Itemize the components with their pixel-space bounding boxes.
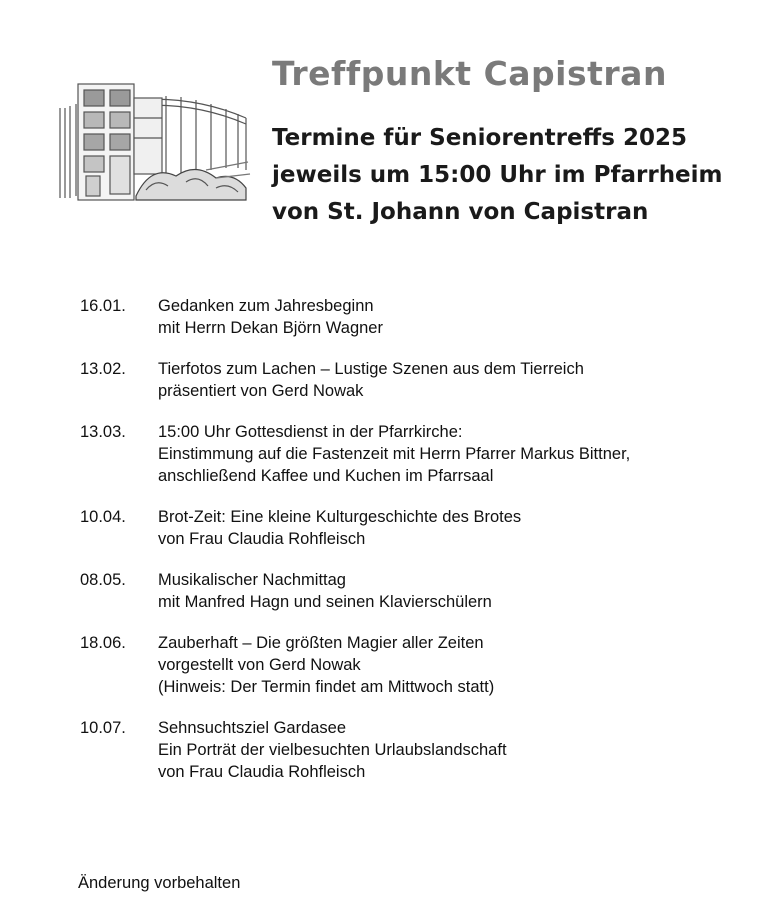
event-item [80,717,750,783]
subtitle [272,120,723,231]
event-item [80,632,750,698]
event-line: von Frau Claudia Rohfleisch [158,530,366,548]
event-line: Ein Porträt der vielbesuchten Urlaubslandschaft [158,741,507,759]
event-date: 08.05. [80,571,126,589]
subtitle-line: von St. Johann von Capistran [272,199,649,225]
subtitle-line: jeweils um 15:00 Uhr im Pfarrheim [272,162,723,188]
event-list [80,295,750,802]
church-drawing-icon [56,78,252,208]
event-line: (Hinweis: Der Termin findet am Mittwoch statt) [158,678,495,696]
event-item [80,358,750,402]
subtitle-line: Termine für Seniorentreffs 2025 [272,125,687,151]
event-date: 18.06. [80,634,126,652]
event-date: 16.01. [80,297,126,315]
event-line: Musikalischer Nachmittag [158,571,346,589]
event-line: Zauberhaft – Die größten Magier aller Zeiten [158,634,484,652]
event-line: Sehnsuchtsziel Gardasee [158,719,347,737]
event-line: Einstimmung auf die Fastenzeit mit Herrn Pfarrer Markus Bittner, [158,445,631,463]
event-line: vorgestellt von Gerd Nowak [158,656,361,674]
event-line: mit Herrn Dekan Björn Wagner [158,319,383,337]
event-line: Brot-Zeit: Eine kleine Kulturgeschichte des Brotes [158,508,522,526]
event-line: anschließend Kaffee und Kuchen im Pfarrsaal [158,467,494,485]
event-line: präsentiert von Gerd Nowak [158,382,364,400]
event-line: mit Manfred Hagn und seinen Klavierschülern [158,593,492,611]
page-title: Treffpunkt Capistran [272,54,667,93]
event-line: 15:00 Uhr Gottesdienst in der Pfarrkirche: [158,423,463,441]
event-date: 10.04. [80,508,126,526]
event-line: Tierfotos zum Lachen – Lustige Szenen aus dem Tierreich [158,360,584,378]
event-line: von Frau Claudia Rohfleisch [158,763,366,781]
event-item [80,506,750,550]
event-date: 13.02. [80,360,126,378]
event-date: 13.03. [80,423,126,441]
event-date: 10.07. [80,719,126,737]
footer-note: Änderung vorbehalten [78,874,241,892]
event-item [80,569,750,613]
event-item [80,421,750,487]
event-item [80,295,750,339]
event-line: Gedanken zum Jahresbeginn [158,297,374,315]
